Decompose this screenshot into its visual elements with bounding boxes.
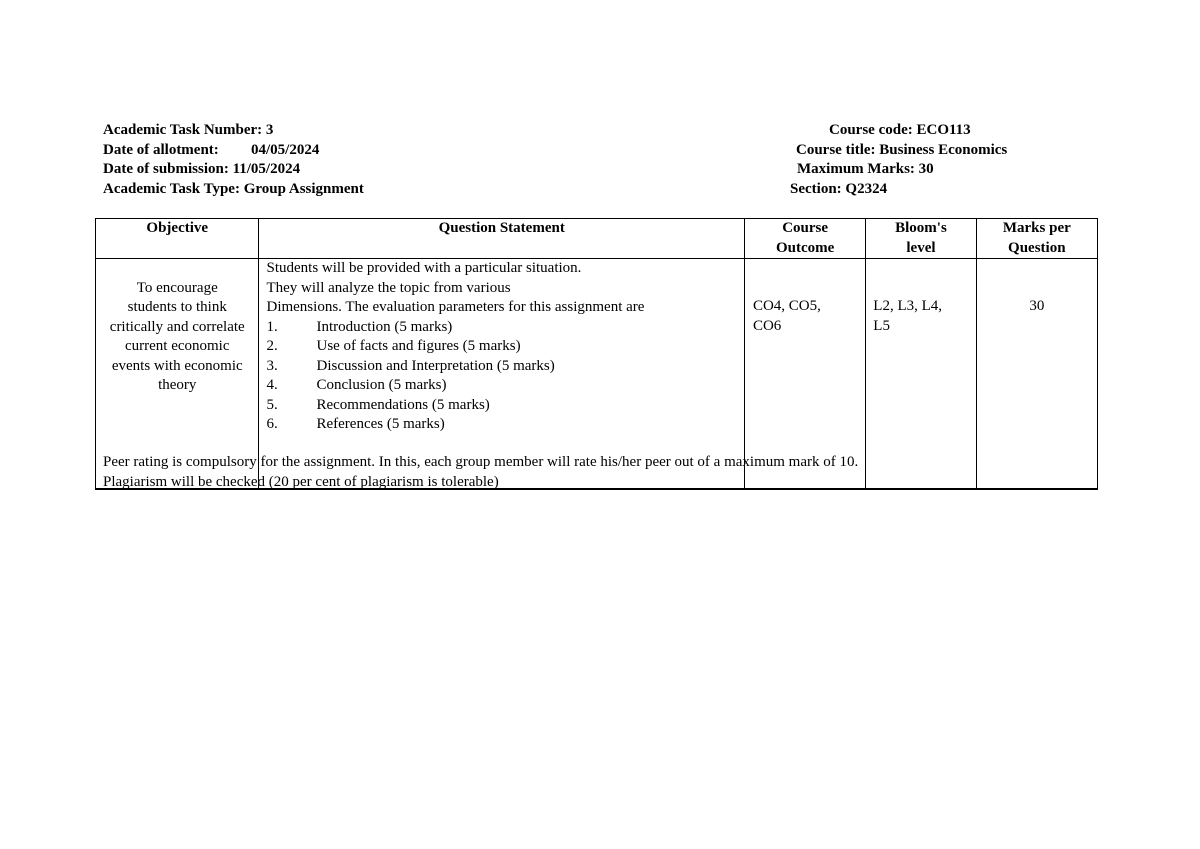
parameter-item: 1. Introduction (5 marks) (266, 318, 453, 335)
plagiarism-note: Plagiarism will be checked (20 per cent of plagiarism is tolerable) (103, 473, 499, 490)
allotment-date: 04/05/2024 (251, 141, 320, 158)
allotment-label: Date of allotment: (103, 141, 219, 158)
footer-notes (103, 453, 858, 492)
course-outcome-cell: CO4, CO5, CO6 (744, 259, 865, 490)
parameter-item: 4. Conclusion (5 marks) (266, 377, 447, 393)
parameter-item: 3. Discussion and Interpretation (5 marks) (266, 357, 555, 374)
task-type: Academic Task Type: Group Assignment (103, 180, 364, 197)
header-marks: Marks per Question (976, 219, 1097, 259)
table-header-row (96, 219, 1098, 259)
task-table (95, 218, 1098, 490)
peer-rating-note: Peer rating is compulsory for the assignment. In this, each group member will rate his/her peer out of a maximum mark of 10. (103, 454, 859, 470)
parameter-item: 6. References (5 marks) (266, 416, 445, 432)
question-line: They will analyze the topic from various (266, 279, 511, 296)
header-question: Question Statement (259, 219, 744, 259)
objective-cell: To encourage students to think critically and correlate current economic events with economic theory (96, 259, 259, 490)
parameter-item: 2. Use of facts and figures (5 marks) (266, 338, 521, 354)
header-course-outcome: Course Outcome (744, 219, 865, 259)
marks-cell: 30 (976, 259, 1097, 490)
course-info-right (790, 121, 1007, 199)
header-blooms-level: Bloom's level (866, 219, 976, 259)
course-title: Course title: Business Economics (796, 141, 1008, 158)
task-number: Academic Task Number: 3 (103, 122, 274, 138)
question-line: Dimensions. The evaluation parameters for this assignment are (266, 299, 645, 315)
header-objective: Objective (96, 219, 259, 259)
submission-date: Date of submission: 11/05/2024 (103, 161, 301, 177)
blooms-level-cell: L2, L3, L4, L5 (866, 259, 976, 490)
maximum-marks: Maximum Marks: 30 (797, 161, 934, 177)
question-line: Students will be provided with a particular situation. (266, 260, 582, 276)
task-info-left (103, 121, 364, 199)
allotment-row (103, 141, 364, 161)
section: Section: Q2324 (790, 180, 888, 197)
course-code: Course code: ECO113 (829, 122, 971, 138)
parameter-item: 5. Recommendations (5 marks) (266, 396, 490, 413)
